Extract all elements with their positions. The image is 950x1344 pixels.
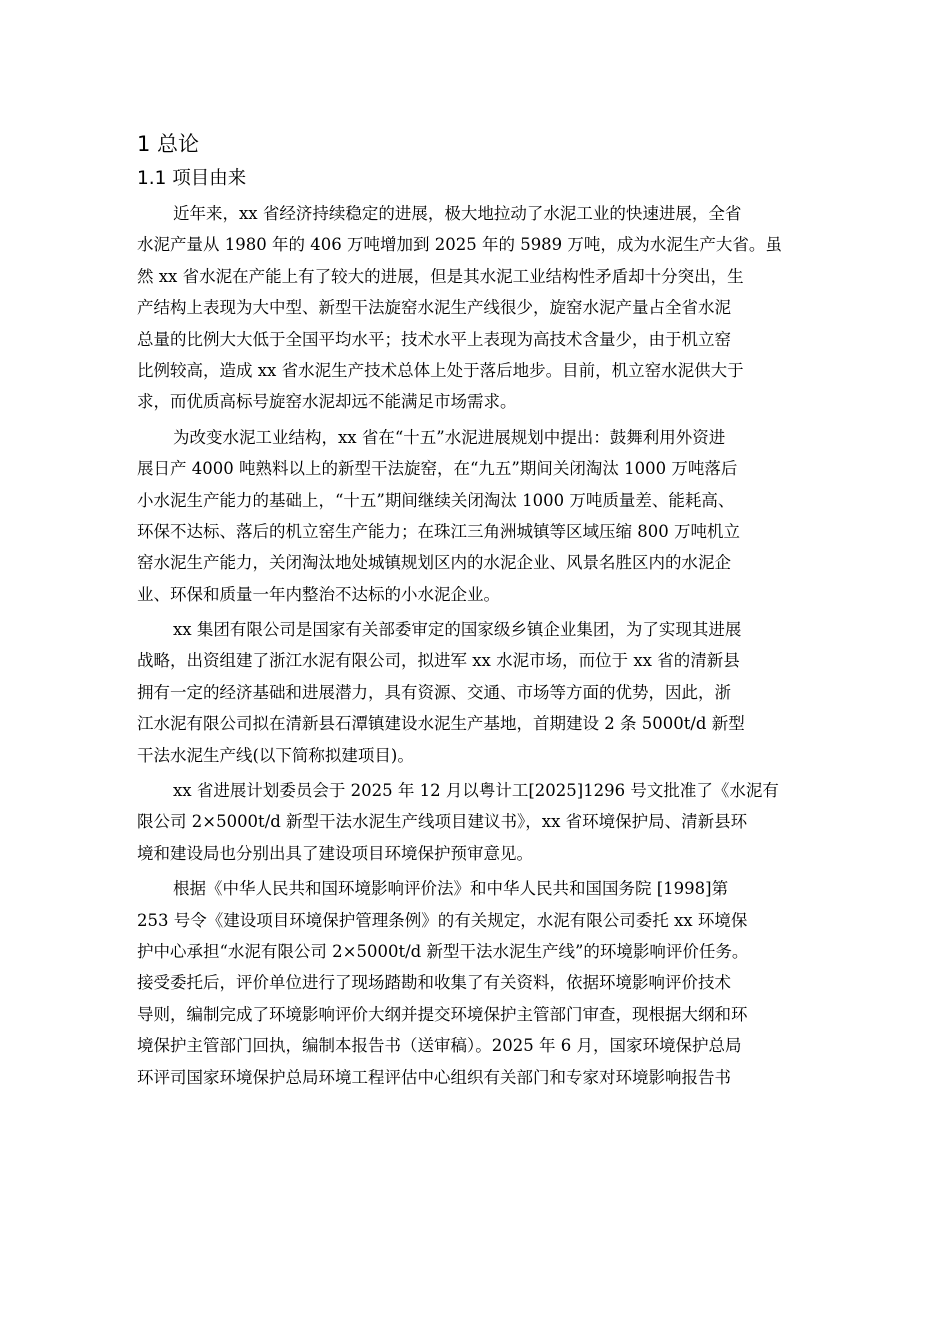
section-heading: 1.1 项目由来 (137, 168, 247, 189)
text-line: 求，而优质高标号旋窑水泥却远不能满足市场需求。 (137, 392, 517, 412)
text-line: 干法水泥生产线(以下简称拟建项目)。 (137, 745, 414, 765)
text-line: 江水泥有限公司拟在清新县石潭镇建设水泥生产基地，首期建设 2 条 5000t/d 新型 (137, 714, 745, 734)
text-line: 接受委托后，评价单位进行了现场踏勘和收集了有关资料，依据环境影响评价技术 (137, 973, 731, 993)
text-line: 窑水泥生产能力，关闭淘汰地处城镇规划区内的水泥企业、风景名胜区内的水泥企 (137, 553, 731, 573)
text-line: xx 省进展计划委员会于 2025 年 12 月以粤计工[2025]1296 号文批准了《水泥有 (173, 781, 779, 801)
text-line: 环保不达标、落后的机立窑生产能力；在珠江三角洲城镇等区域压缩 800 万吨机立 (137, 521, 740, 541)
text-line: 境保护主管部门回执，编制本报告书（送审稿）。2025 年 6 月，国家环境保护总局 (137, 1036, 742, 1056)
text-line: 限公司 2×5000t/d 新型干法水泥生产线项目建议书》，xx 省环境保护局、清新县环 (137, 812, 748, 832)
text-line: 业、环保和质量一年内整治不达标的小水泥企业。 (137, 584, 500, 604)
document-body (137, 128, 827, 1093)
text-line: 水泥产量从 1980 年的 406 万吨增加到 2025 年的 5989 万吨，成为水泥生产大省。虽 (137, 235, 782, 255)
text-line: 拥有一定的经济基础和进展潜力，具有资源、交通、市场等方面的优势，因此，浙 (137, 682, 731, 702)
chapter-heading: 1 总论 (137, 132, 200, 156)
paragraph-2 (137, 422, 827, 610)
text-line: 展日产 4000 吨熟料以上的新型干法旋窑，在“九五”期间关闭淘汰 1000 万吨落后 (137, 459, 738, 479)
paragraph-3 (137, 614, 827, 771)
paragraph-1 (137, 198, 827, 418)
text-line: 战略，出资组建了浙江水泥有限公司，拟进军 xx 水泥市场，而位于 xx 省的清新县 (137, 651, 740, 671)
text-line: 小水泥生产能力的基础上，“十五”期间继续关闭淘汰 1000 万吨质量差、能耗高、 (137, 490, 735, 510)
text-line: 近年来，xx 省经济持续稳定的进展，极大地拉动了水泥工业的快速进展，全省 (173, 204, 742, 223)
paragraph-4 (137, 775, 827, 869)
text-line: 为改变水泥工业结构，xx 省在“十五”水泥进展规划中提出：鼓舞利用外资进 (173, 427, 726, 447)
text-line: 护中心承担“水泥有限公司 2×5000t/d 新型干法水泥生产线”的环境影响评价任务。 (137, 941, 749, 961)
text-line: 然 xx 省水泥在产能上有了较大的进展，但是其水泥工业结构性矛盾却十分突出，生 (137, 266, 744, 286)
paragraph-5 (137, 873, 827, 1093)
text-line: 导则，编制完成了环境影响评价大纲并提交环境保护主管部门审查，现根据大纲和环 (137, 1004, 748, 1024)
text-line: 比例较高，造成 xx 省水泥生产技术总体上处于落后地步。目前，机立窑水泥供大于 (137, 360, 744, 380)
text-line: 253 号令《建设项目环境保护管理条例》的有关规定，水泥有限公司委托 xx 环境保 (137, 910, 748, 930)
text-line: 总量的比例大大低于全国平均水平；技术水平上表现为高技术含量少，由于机立窑 (137, 329, 731, 349)
text-line: 境和建设局也分别出具了建设项目环境保护预审意见。 (137, 843, 533, 863)
text-line: 根据《中华人民共和国环境影响评价法》和中华人民共和国国务院 [1998]第 (173, 879, 729, 899)
text-line: 产结构上表现为大中型、新型干法旋窑水泥生产线很少，旋窑水泥产量占全省水泥 (137, 298, 731, 318)
text-line: xx 集团有限公司是国家有关部委审定的国家级乡镇企业集团，为了实现其进展 (173, 620, 742, 640)
text-line: 环评司国家环境保护总局环境工程评估中心组织有关部门和专家对环境影响报告书 (137, 1067, 731, 1087)
